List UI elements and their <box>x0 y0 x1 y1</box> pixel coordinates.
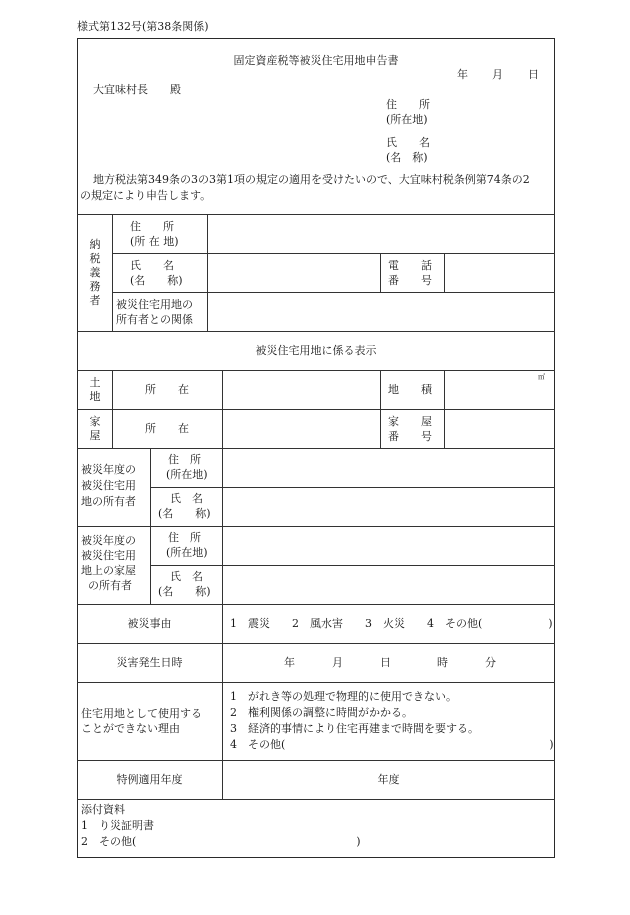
land-owner-name-label: 氏 名 <box>170 492 203 505</box>
applicant-name-sub: (名 称) <box>386 151 428 164</box>
taxpayer-relation-line-2: 所有者との関係 <box>116 313 193 326</box>
vrule-owner-group <box>150 448 151 604</box>
unusable-reason-label-1: 住宅用地として使用する <box>81 707 202 720</box>
land-owner-line-1: 被災年度の <box>81 463 136 476</box>
taxpayer-phone-label-2: 番 号 <box>388 274 432 287</box>
land-owner-name-sub: (名 称) <box>158 507 211 520</box>
taxpayer-name-sub: (名 称) <box>130 274 183 287</box>
disaster-date-day: 日 <box>380 656 391 669</box>
date-day: 日 <box>528 68 539 81</box>
land-owner-address-value[interactable] <box>223 449 554 486</box>
house-owner-address-value[interactable] <box>223 527 554 564</box>
unusable-reason-label-2: ことができない理由 <box>81 722 180 735</box>
date-year: 年 <box>457 68 468 81</box>
land-area-unit: ㎡ <box>538 373 545 381</box>
house-owner-name-value[interactable] <box>223 566 554 603</box>
disaster-date-label: 災害発生日時 <box>116 656 183 669</box>
land-owner-name-value[interactable] <box>223 488 554 525</box>
house-owner-line-3: 地上の家屋 <box>81 564 136 577</box>
house-owner-line-1: 被災年度の <box>81 534 136 547</box>
attachments-label: 添付資料 <box>81 803 125 816</box>
land-owner-address-sub: (所在地) <box>166 468 208 481</box>
land-location-label: 所 在 <box>145 383 189 396</box>
applicant-name-label: 氏 名 <box>386 136 430 149</box>
rule-reason-bottom <box>77 643 555 644</box>
applicant-address-label: 住 所 <box>386 98 430 111</box>
disaster-date-minute: 分 <box>485 656 496 669</box>
rule-howner-bottom <box>77 604 555 605</box>
taxpayer-relation-value[interactable] <box>208 293 554 330</box>
house-owner-line-4: の所有者 <box>88 579 132 592</box>
land-area-label: 地 積 <box>388 383 432 396</box>
disaster-reason-label: 被災事由 <box>127 617 172 630</box>
house-owner-name-sub: (名 称) <box>158 585 211 598</box>
house-label: 家屋 <box>89 415 101 442</box>
attachments-item-2[interactable]: 2 その他( ) <box>81 835 361 848</box>
form-title: 固定資産税等被災住宅用地申告書 <box>233 54 399 67</box>
land-owner-address-label: 住 所 <box>168 453 201 466</box>
taxpayer-name-label: 氏 名 <box>130 259 174 272</box>
house-number-label-1: 家 屋 <box>388 415 432 428</box>
rule-tax-bottom <box>77 331 555 332</box>
intro-line-1: 地方税法第349条の3の3第1項の規定の適用を受けたいので、大宜味村税条例第74条の2 <box>93 173 530 186</box>
vrule-prop-group <box>112 370 113 448</box>
special-year-value[interactable]: 年度 <box>377 773 400 786</box>
disaster-date-hour: 時 <box>437 656 448 669</box>
land-owner-line-2: 被災住宅用 <box>81 479 136 492</box>
addressee: 大宜味村長 殿 <box>93 83 181 96</box>
land-location-value[interactable] <box>223 371 379 408</box>
applicant-address-sub: (所在地) <box>386 113 428 126</box>
intro-line-2: の規定により申告します。 <box>80 189 212 202</box>
taxpayer-phone-label-1: 電 話 <box>388 259 432 272</box>
disaster-date-year: 年 <box>284 656 295 669</box>
unusable-reason-item-3[interactable]: 3 経済的事情により住宅再建まで時間を要する。 <box>230 722 479 735</box>
form-number: 様式第132号(第38条関係) <box>77 20 209 33</box>
unusable-reason-item-2[interactable]: 2 権利関係の調整に時間がかかる。 <box>230 706 413 719</box>
house-owner-line-2: 被災住宅用 <box>81 549 136 562</box>
house-owner-address-label: 住 所 <box>168 531 201 544</box>
unusable-reason-item-4[interactable]: 4 その他( ) <box>230 738 554 751</box>
house-location-value[interactable] <box>223 410 379 447</box>
disaster-date-month: 月 <box>332 656 343 669</box>
house-owner-address-sub: (所在地) <box>166 546 208 559</box>
house-number-value[interactable] <box>445 410 554 447</box>
vrule-prop-right-l <box>380 370 381 448</box>
rule-unusable-bottom <box>77 760 555 761</box>
unusable-reason-item-1[interactable]: 1 がれき等の処理で物理的に使用できない。 <box>230 690 457 703</box>
taxpayer-name-value[interactable] <box>208 254 379 291</box>
taxpayer-phone-value[interactable] <box>445 254 554 291</box>
section-title: 被災住宅用地に係る表示 <box>255 344 377 357</box>
vrule-phone-left <box>380 253 381 292</box>
taxpayer-address-label: 住 所 <box>130 220 174 233</box>
taxpayer-relation-line-1: 被災住宅用地の <box>116 298 193 311</box>
house-number-label-2: 番 号 <box>388 430 432 443</box>
rule-date-bottom <box>77 682 555 683</box>
disaster-reason-options[interactable]: 1 震災 2 風水害 3 火災 4 その他( ) <box>230 617 553 630</box>
land-label: 土地 <box>89 376 101 403</box>
special-year-label: 特例適用年度 <box>116 773 183 786</box>
vrule-tax-group <box>112 214 113 331</box>
vrule-lower <box>222 604 223 799</box>
date-month: 月 <box>492 68 503 81</box>
attachments-item-1: 1 り災証明書 <box>81 819 154 832</box>
house-owner-name-label: 氏 名 <box>170 570 203 583</box>
taxpayer-address-value[interactable] <box>208 215 554 252</box>
land-owner-line-3: 地の所有者 <box>81 495 136 508</box>
rule-year-bottom <box>77 799 555 800</box>
house-location-label: 所 在 <box>145 422 189 435</box>
taxpayer-group-label: 納税義務者 <box>89 238 101 307</box>
taxpayer-address-sub: (所 在 地) <box>130 235 179 248</box>
